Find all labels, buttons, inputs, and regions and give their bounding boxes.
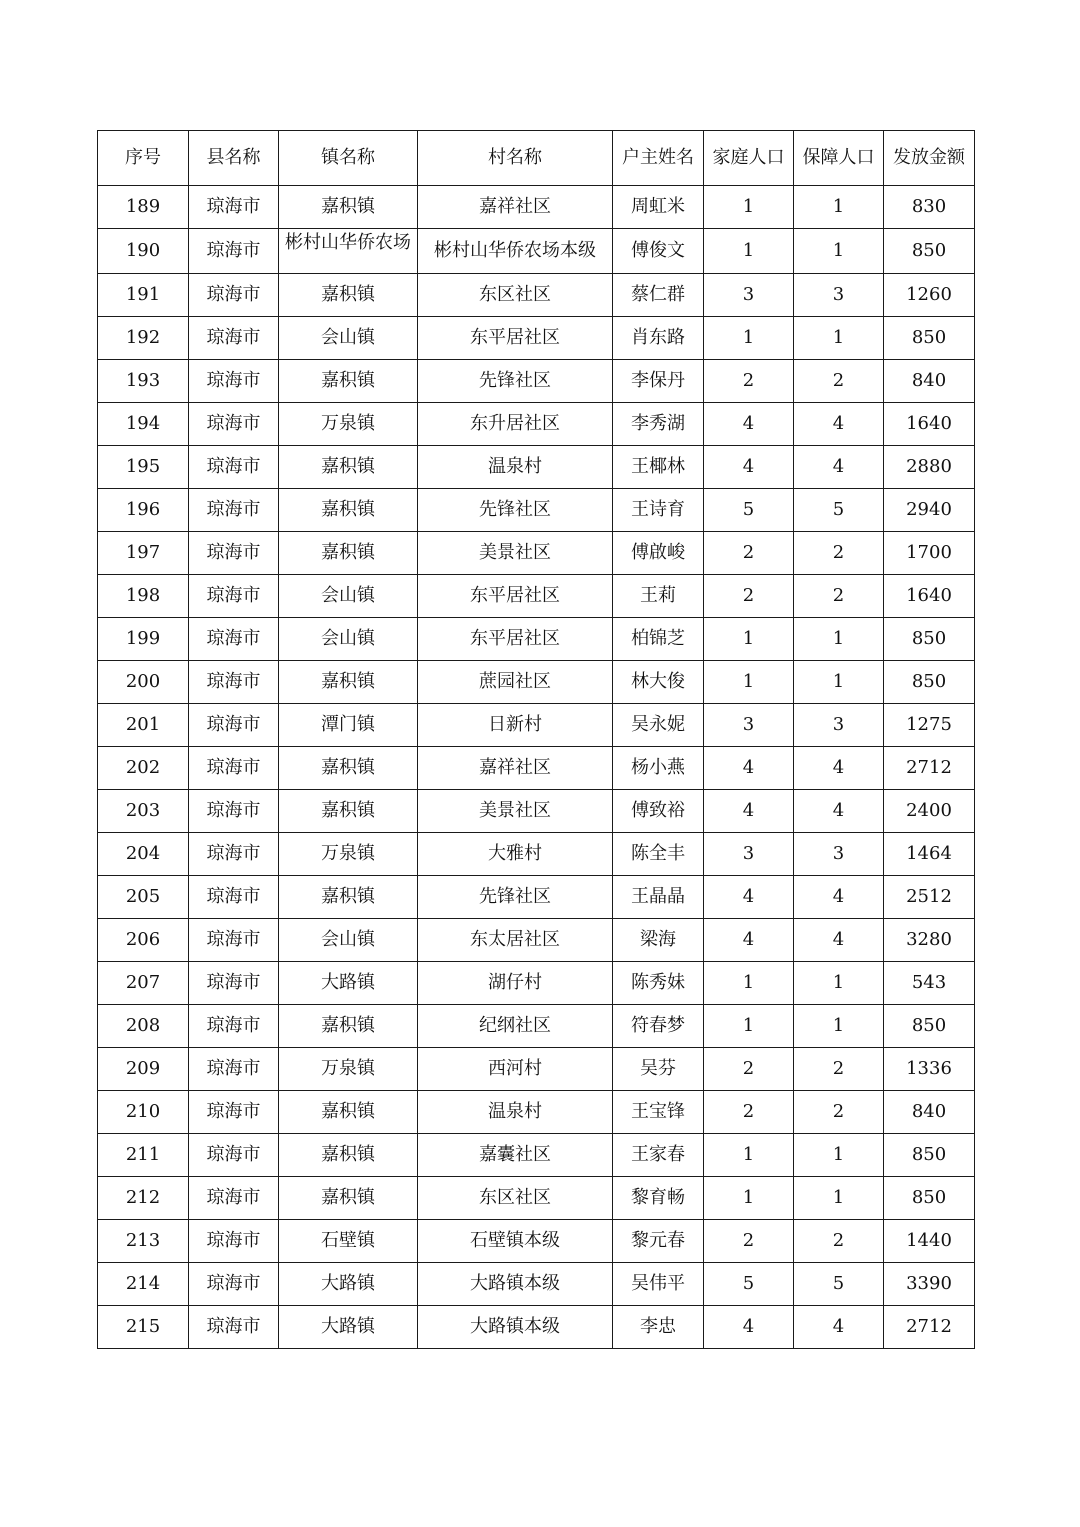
county-cell: 琼海市 [189, 532, 279, 575]
header-cell-town: 镇名称 [279, 131, 418, 186]
village-cell: 大雅村 [418, 833, 613, 876]
table-row [98, 1263, 975, 1306]
serial-cell: 212 [98, 1177, 189, 1220]
amount-cell: 1440 [884, 1220, 975, 1263]
serial-cell: 193 [98, 360, 189, 403]
amount-cell: 850 [884, 618, 975, 661]
amount-cell: 850 [884, 1005, 975, 1048]
village-cell: 大路镇本级 [418, 1263, 613, 1306]
county-cell: 琼海市 [189, 1177, 279, 1220]
householder-cell: 李保丹 [613, 360, 704, 403]
village-cell: 彬村山华侨农场本级 [418, 229, 613, 274]
amount-cell: 1260 [884, 274, 975, 317]
table-row [98, 575, 975, 618]
amount-cell: 850 [884, 1134, 975, 1177]
family-size-cell: 1 [704, 317, 794, 360]
covered-size-cell: 3 [794, 704, 884, 747]
family-size-cell: 4 [704, 790, 794, 833]
amount-cell: 2880 [884, 446, 975, 489]
family-size-cell: 1 [704, 1005, 794, 1048]
county-cell: 琼海市 [189, 274, 279, 317]
header-cell-amount: 发放金额 [884, 131, 975, 186]
town-cell: 嘉积镇 [279, 1177, 418, 1220]
village-cell: 东太居社区 [418, 919, 613, 962]
village-cell: 纪纲社区 [418, 1005, 613, 1048]
county-cell: 琼海市 [189, 704, 279, 747]
householder-cell: 傅俊文 [613, 229, 704, 274]
village-cell: 东区社区 [418, 1177, 613, 1220]
householder-cell: 柏锦芝 [613, 618, 704, 661]
table-row [98, 876, 975, 919]
village-cell: 东平居社区 [418, 317, 613, 360]
village-cell: 东平居社区 [418, 618, 613, 661]
amount-cell: 850 [884, 229, 975, 274]
county-cell: 琼海市 [189, 186, 279, 229]
serial-cell: 199 [98, 618, 189, 661]
table-row [98, 186, 975, 229]
serial-cell: 214 [98, 1263, 189, 1306]
family-size-cell: 2 [704, 360, 794, 403]
serial-cell: 198 [98, 575, 189, 618]
town-cell: 会山镇 [279, 618, 418, 661]
family-size-cell: 2 [704, 1048, 794, 1091]
householder-cell: 王椰林 [613, 446, 704, 489]
amount-cell: 850 [884, 317, 975, 360]
table-row [98, 1005, 975, 1048]
county-cell: 琼海市 [189, 446, 279, 489]
header-cell-village: 村名称 [418, 131, 613, 186]
covered-size-cell: 1 [794, 661, 884, 704]
serial-cell: 190 [98, 229, 189, 274]
serial-cell: 210 [98, 1091, 189, 1134]
header-cell-householder: 户主姓名 [613, 131, 704, 186]
covered-size-cell: 2 [794, 1091, 884, 1134]
table-row [98, 360, 975, 403]
serial-cell: 203 [98, 790, 189, 833]
county-cell: 琼海市 [189, 747, 279, 790]
table-row [98, 704, 975, 747]
covered-size-cell: 4 [794, 876, 884, 919]
town-cell: 会山镇 [279, 919, 418, 962]
town-cell: 潭门镇 [279, 704, 418, 747]
town-cell: 嘉积镇 [279, 532, 418, 575]
serial-cell: 194 [98, 403, 189, 446]
county-cell: 琼海市 [189, 1048, 279, 1091]
town-cell: 嘉积镇 [279, 1134, 418, 1177]
village-cell: 石壁镇本级 [418, 1220, 613, 1263]
serial-cell: 195 [98, 446, 189, 489]
serial-cell: 200 [98, 661, 189, 704]
covered-size-cell: 1 [794, 1134, 884, 1177]
town-cell: 嘉积镇 [279, 274, 418, 317]
table-row [98, 532, 975, 575]
covered-size-cell: 1 [794, 186, 884, 229]
covered-size-cell: 3 [794, 833, 884, 876]
householder-cell: 陈全丰 [613, 833, 704, 876]
householder-cell: 傅啟峻 [613, 532, 704, 575]
family-size-cell: 2 [704, 532, 794, 575]
town-cell: 嘉积镇 [279, 360, 418, 403]
town-cell: 大路镇 [279, 1306, 418, 1349]
county-cell: 琼海市 [189, 618, 279, 661]
householder-cell: 王家春 [613, 1134, 704, 1177]
county-cell: 琼海市 [189, 1306, 279, 1349]
table-row [98, 489, 975, 532]
householder-cell: 王宝锋 [613, 1091, 704, 1134]
serial-cell: 207 [98, 962, 189, 1005]
table-row [98, 1177, 975, 1220]
town-cell: 石壁镇 [279, 1220, 418, 1263]
village-cell: 美景社区 [418, 532, 613, 575]
village-cell: 西河村 [418, 1048, 613, 1091]
amount-cell: 1640 [884, 575, 975, 618]
householder-cell: 李秀湖 [613, 403, 704, 446]
village-cell: 先锋社区 [418, 876, 613, 919]
householder-cell: 杨小燕 [613, 747, 704, 790]
county-cell: 琼海市 [189, 317, 279, 360]
town-cell: 会山镇 [279, 317, 418, 360]
county-cell: 琼海市 [189, 403, 279, 446]
covered-size-cell: 1 [794, 618, 884, 661]
county-cell: 琼海市 [189, 876, 279, 919]
village-cell: 温泉村 [418, 1091, 613, 1134]
table-row [98, 446, 975, 489]
county-cell: 琼海市 [189, 575, 279, 618]
town-cell: 嘉积镇 [279, 1091, 418, 1134]
village-cell: 东升居社区 [418, 403, 613, 446]
amount-cell: 840 [884, 360, 975, 403]
table-row [98, 1134, 975, 1177]
table-row [98, 790, 975, 833]
amount-cell: 2712 [884, 747, 975, 790]
covered-size-cell: 1 [794, 1005, 884, 1048]
amount-cell: 1336 [884, 1048, 975, 1091]
amount-cell: 543 [884, 962, 975, 1005]
covered-size-cell: 3 [794, 274, 884, 317]
amount-cell: 1275 [884, 704, 975, 747]
header-cell-serial: 序号 [98, 131, 189, 186]
householder-cell: 肖东路 [613, 317, 704, 360]
family-size-cell: 4 [704, 403, 794, 446]
covered-size-cell: 4 [794, 1306, 884, 1349]
amount-cell: 2512 [884, 876, 975, 919]
allowance-table [97, 130, 975, 1349]
covered-size-cell: 4 [794, 747, 884, 790]
amount-cell: 830 [884, 186, 975, 229]
county-cell: 琼海市 [189, 1134, 279, 1177]
serial-cell: 196 [98, 489, 189, 532]
covered-size-cell: 1 [794, 962, 884, 1005]
town-cell [279, 229, 418, 274]
amount-cell: 1700 [884, 532, 975, 575]
family-size-cell: 5 [704, 489, 794, 532]
county-cell: 琼海市 [189, 661, 279, 704]
village-cell: 蔗园社区 [418, 661, 613, 704]
family-size-cell: 4 [704, 876, 794, 919]
householder-cell: 吴伟平 [613, 1263, 704, 1306]
table-row [98, 833, 975, 876]
town-cell: 大路镇 [279, 962, 418, 1005]
header-cell-county: 县名称 [189, 131, 279, 186]
family-size-cell: 1 [704, 1177, 794, 1220]
serial-cell: 209 [98, 1048, 189, 1091]
family-size-cell: 4 [704, 747, 794, 790]
householder-cell: 王晶晶 [613, 876, 704, 919]
serial-cell: 202 [98, 747, 189, 790]
village-cell: 嘉囊社区 [418, 1134, 613, 1177]
village-cell: 先锋社区 [418, 360, 613, 403]
householder-cell: 吴芬 [613, 1048, 704, 1091]
family-size-cell: 1 [704, 661, 794, 704]
serial-cell: 204 [98, 833, 189, 876]
amount-cell: 850 [884, 661, 975, 704]
serial-cell: 197 [98, 532, 189, 575]
county-cell: 琼海市 [189, 489, 279, 532]
serial-cell: 192 [98, 317, 189, 360]
householder-cell: 蔡仁群 [613, 274, 704, 317]
covered-size-cell: 1 [794, 229, 884, 274]
county-cell: 琼海市 [189, 1005, 279, 1048]
covered-size-cell: 5 [794, 489, 884, 532]
serial-cell: 215 [98, 1306, 189, 1349]
householder-cell: 符春梦 [613, 1005, 704, 1048]
county-cell: 琼海市 [189, 919, 279, 962]
town-cell: 嘉积镇 [279, 876, 418, 919]
family-size-cell: 1 [704, 186, 794, 229]
village-cell: 美景社区 [418, 790, 613, 833]
family-size-cell: 3 [704, 704, 794, 747]
town-cell: 万泉镇 [279, 1048, 418, 1091]
covered-size-cell: 2 [794, 575, 884, 618]
serial-cell: 208 [98, 1005, 189, 1048]
county-cell: 琼海市 [189, 1220, 279, 1263]
county-cell: 琼海市 [189, 1263, 279, 1306]
serial-cell: 201 [98, 704, 189, 747]
family-size-cell: 2 [704, 1220, 794, 1263]
village-cell: 嘉祥社区 [418, 747, 613, 790]
town-cell: 嘉积镇 [279, 1005, 418, 1048]
amount-cell: 2712 [884, 1306, 975, 1349]
family-size-cell: 3 [704, 274, 794, 317]
householder-cell: 傅致裕 [613, 790, 704, 833]
table-row [98, 618, 975, 661]
covered-size-cell: 5 [794, 1263, 884, 1306]
table-row [98, 274, 975, 317]
town-cell-text: 彬村山华侨农场 [285, 232, 411, 253]
covered-size-cell: 1 [794, 317, 884, 360]
householder-cell: 黎元春 [613, 1220, 704, 1263]
village-cell: 温泉村 [418, 446, 613, 489]
header-cell-covered-size: 保障人口 [794, 131, 884, 186]
covered-size-cell: 1 [794, 1177, 884, 1220]
table-body [98, 186, 975, 1349]
family-size-cell: 4 [704, 1306, 794, 1349]
householder-cell: 周虹米 [613, 186, 704, 229]
serial-cell: 213 [98, 1220, 189, 1263]
householder-cell: 梁海 [613, 919, 704, 962]
county-cell: 琼海市 [189, 229, 279, 274]
family-size-cell: 3 [704, 833, 794, 876]
town-cell: 嘉积镇 [279, 446, 418, 489]
family-size-cell: 1 [704, 1134, 794, 1177]
householder-cell: 李忠 [613, 1306, 704, 1349]
town-cell: 会山镇 [279, 575, 418, 618]
covered-size-cell: 2 [794, 360, 884, 403]
town-cell: 嘉积镇 [279, 790, 418, 833]
family-size-cell: 1 [704, 962, 794, 1005]
table-row [98, 747, 975, 790]
table-row [98, 1306, 975, 1349]
family-size-cell: 4 [704, 919, 794, 962]
town-cell: 大路镇 [279, 1263, 418, 1306]
family-size-cell: 2 [704, 575, 794, 618]
family-size-cell: 4 [704, 446, 794, 489]
county-cell: 琼海市 [189, 1091, 279, 1134]
covered-size-cell: 4 [794, 403, 884, 446]
family-size-cell: 2 [704, 1091, 794, 1134]
county-cell: 琼海市 [189, 833, 279, 876]
serial-cell: 205 [98, 876, 189, 919]
covered-size-cell: 4 [794, 790, 884, 833]
town-cell: 嘉积镇 [279, 489, 418, 532]
town-cell: 万泉镇 [279, 403, 418, 446]
village-cell: 日新村 [418, 704, 613, 747]
covered-size-cell: 2 [794, 1220, 884, 1263]
amount-cell: 2940 [884, 489, 975, 532]
amount-cell: 3280 [884, 919, 975, 962]
county-cell: 琼海市 [189, 790, 279, 833]
serial-cell: 191 [98, 274, 189, 317]
covered-size-cell: 2 [794, 532, 884, 575]
family-size-cell: 1 [704, 618, 794, 661]
covered-size-cell: 4 [794, 919, 884, 962]
table-row [98, 661, 975, 704]
town-cell: 嘉积镇 [279, 747, 418, 790]
table-row [98, 962, 975, 1005]
householder-cell: 王诗育 [613, 489, 704, 532]
family-size-cell: 5 [704, 1263, 794, 1306]
village-cell: 先锋社区 [418, 489, 613, 532]
village-cell: 大路镇本级 [418, 1306, 613, 1349]
table-row [98, 1220, 975, 1263]
town-cell: 嘉积镇 [279, 661, 418, 704]
town-cell: 万泉镇 [279, 833, 418, 876]
village-cell: 东平居社区 [418, 575, 613, 618]
householder-cell: 王莉 [613, 575, 704, 618]
amount-cell: 840 [884, 1091, 975, 1134]
village-cell: 湖仔村 [418, 962, 613, 1005]
householder-cell: 林大俊 [613, 661, 704, 704]
table-row [98, 919, 975, 962]
table-row [98, 1091, 975, 1134]
amount-cell: 850 [884, 1177, 975, 1220]
serial-cell: 189 [98, 186, 189, 229]
serial-cell: 211 [98, 1134, 189, 1177]
table-row [98, 403, 975, 446]
amount-cell: 1464 [884, 833, 975, 876]
covered-size-cell: 4 [794, 446, 884, 489]
village-cell: 东区社区 [418, 274, 613, 317]
amount-cell: 2400 [884, 790, 975, 833]
covered-size-cell: 2 [794, 1048, 884, 1091]
table-header [98, 131, 975, 186]
table-row [98, 229, 975, 274]
table-row [98, 1048, 975, 1091]
householder-cell: 陈秀妹 [613, 962, 704, 1005]
householder-cell: 黎育畅 [613, 1177, 704, 1220]
county-cell: 琼海市 [189, 360, 279, 403]
table-row [98, 317, 975, 360]
village-cell: 嘉祥社区 [418, 186, 613, 229]
amount-cell: 1640 [884, 403, 975, 446]
serial-cell: 206 [98, 919, 189, 962]
family-size-cell: 1 [704, 229, 794, 274]
town-cell: 嘉积镇 [279, 186, 418, 229]
county-cell: 琼海市 [189, 962, 279, 1005]
header-row [98, 131, 975, 186]
header-cell-family-size: 家庭人口 [704, 131, 794, 186]
householder-cell: 吴永妮 [613, 704, 704, 747]
amount-cell: 3390 [884, 1263, 975, 1306]
